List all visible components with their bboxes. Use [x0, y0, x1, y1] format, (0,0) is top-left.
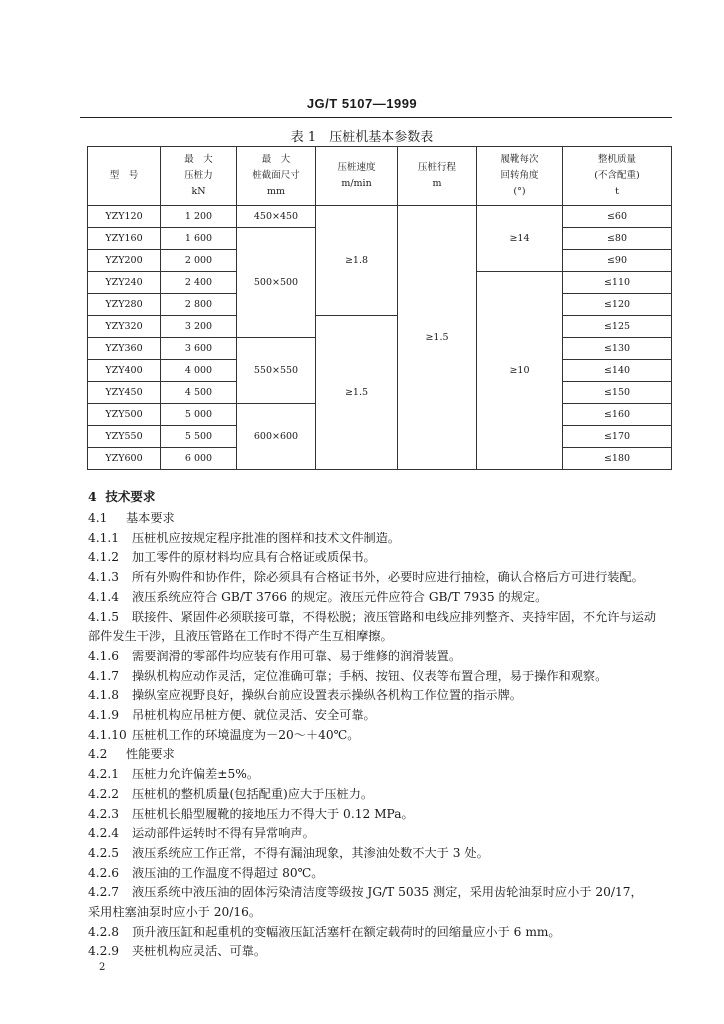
header-line: m/min [341, 178, 372, 189]
clause-text: 运动部件运转时不得有异常响声。 [132, 826, 315, 841]
clause [88, 568, 673, 588]
page-number: 2 [99, 962, 106, 973]
clause-text: 压桩力允许偏差±5%。 [132, 767, 260, 782]
col-header-stroke [398, 147, 477, 206]
header-line: kN [191, 186, 206, 197]
clause [88, 548, 673, 568]
header-line: 压桩速度 [337, 162, 376, 173]
model-cell: YZY200 [88, 250, 161, 272]
header-line: 整机质量 [597, 154, 636, 165]
clause-number: 4.1.10 [88, 727, 127, 742]
clause-continuation [88, 903, 673, 923]
header-line: t [615, 186, 619, 197]
header-line: (°) [513, 186, 526, 197]
clause-number: 4.1.8 [88, 688, 120, 703]
header-line: (不含配重) [594, 170, 640, 181]
header-line: 回转角度 [500, 170, 539, 181]
clause-text: 夹桩机构应灵活、可靠。 [132, 944, 267, 959]
clause-number: 4.1.5 [88, 609, 120, 624]
force-cell: 3 200 [161, 316, 237, 338]
clause-text: 液压系统中液压油的固体污染清洁度等级按 JG/T 5035 测定，采用齿轮油泵时应小于 20/17， [132, 885, 643, 900]
clause-text: 所有外购件和协作件，除必须具有合格证书外，必要时应进行抽检，确认合格后方可进行装配。 [132, 570, 644, 585]
mass-cell: ≤60 [563, 206, 672, 228]
section-heading [88, 487, 155, 505]
force-cell: 2 800 [161, 294, 237, 316]
clause-number: 4.1 [88, 511, 108, 525]
clause [88, 588, 673, 608]
clause-number: 4.2.2 [88, 786, 120, 801]
col-header-max-force [161, 147, 237, 206]
model-cell: YZY400 [88, 360, 161, 382]
header-line: 桩截面尺寸 [252, 170, 300, 181]
table-title: 表 1 压桩机基本参数表 [290, 130, 434, 145]
standard-number: JG/T 5107—1999 [306, 96, 418, 111]
clause [88, 824, 673, 844]
clause-number: 4.2.4 [88, 826, 120, 841]
header-line: mm [266, 186, 286, 197]
force-cell: 4 500 [161, 382, 237, 404]
clause-continuation [88, 627, 673, 647]
section-title: 技术要求 [105, 489, 156, 504]
mass-cell: ≤150 [563, 382, 672, 404]
table-header-row [88, 147, 672, 206]
clause [88, 529, 673, 549]
model-cell: YZY280 [88, 294, 161, 316]
clause-number: 4.1.9 [88, 708, 120, 723]
pile-size-cell: 450×450 [237, 206, 316, 228]
clause-list [88, 509, 673, 962]
clause-number: 4.1.2 [88, 550, 120, 565]
clause-number: 4.2 [88, 747, 108, 762]
header-line: 最 大 [261, 154, 291, 165]
clause-number: 4.2.9 [88, 944, 120, 959]
clause-number: 4.2.7 [88, 885, 120, 900]
clause [88, 864, 673, 884]
clause-text: 压桩机应按规定程序批准的图样和技术文件制造。 [132, 530, 401, 545]
pile-size-cell: 500×500 [237, 228, 316, 338]
clause [88, 942, 673, 962]
speed-cell: ≥1.5 [316, 316, 398, 470]
clause-number: 4.2.3 [88, 806, 120, 821]
col-header-model [88, 147, 161, 206]
col-header-pile-size [237, 147, 316, 206]
force-cell: 6 000 [161, 448, 237, 470]
clause-number: 4.1.6 [88, 648, 120, 663]
col-header-rotation-angle [477, 147, 563, 206]
mass-cell: ≤90 [563, 250, 672, 272]
mass-cell: ≤140 [563, 360, 672, 382]
clause [88, 706, 673, 726]
clause-text: 压桩机长船型履靴的接地压力不得大于 0.12 MPa。 [132, 806, 414, 821]
clause [88, 805, 673, 825]
clause-text: 压桩机的整机质量(包括配重)应大于压桩力。 [132, 786, 374, 801]
clause-text: 加工零件的原材料均应具有合格证或质保书。 [132, 550, 376, 565]
col-header-speed [316, 147, 398, 206]
clause-text: 液压油的工作温度不得超过 80℃。 [132, 865, 324, 880]
force-cell: 5 500 [161, 426, 237, 448]
header-line: 最 大 [184, 154, 213, 165]
header-line: 压桩行程 [417, 162, 456, 173]
clause-text: 吊桩机构应吊桩方便、就位灵活、安全可靠。 [132, 708, 376, 723]
force-cell: 2 000 [161, 250, 237, 272]
clause [88, 726, 673, 746]
mass-cell: ≤120 [563, 294, 672, 316]
clause-number: 4.2.1 [88, 767, 120, 782]
force-cell: 3 600 [161, 338, 237, 360]
mass-cell: ≤125 [563, 316, 672, 338]
model-cell: YZY360 [88, 338, 161, 360]
clause [88, 667, 673, 687]
header-line: 压桩力 [184, 170, 213, 181]
model-cell: YZY240 [88, 272, 161, 294]
mass-cell: ≤170 [563, 426, 672, 448]
mass-cell: ≤80 [563, 228, 672, 250]
force-cell: 1 600 [161, 228, 237, 250]
clause-text: 需要润滑的零部件均应装有作用可靠、易于维修的润滑装置。 [132, 648, 462, 663]
angle-cell: ≥14 [477, 206, 563, 272]
pile-size-cell: 550×550 [237, 338, 316, 404]
force-cell: 2 400 [161, 272, 237, 294]
clause [88, 765, 673, 785]
mass-cell: ≤130 [563, 338, 672, 360]
clause [88, 686, 673, 706]
clause [88, 647, 673, 667]
force-cell: 5 000 [161, 404, 237, 426]
clause-number: 4.2.6 [88, 865, 120, 880]
clause-text: 压桩机工作的环境温度为－20～＋40℃。 [132, 727, 360, 742]
clause-text: 部件发生干涉，且液压管路在工作时不得产生互相摩擦。 [88, 629, 393, 644]
clause-number: 4.2.8 [88, 924, 120, 939]
model-cell: YZY160 [88, 228, 161, 250]
table-row [88, 316, 672, 338]
clause-text: 液压系统应符合 GB/T 3766 的规定。液压元件应符合 GB/T 7935 的规定。 [132, 589, 548, 604]
clause-number: 4.1.3 [88, 570, 120, 585]
table-row [88, 206, 672, 228]
clause-number: 4.2.5 [88, 845, 120, 860]
clause-text: 顶升液压缸和起重机的变幅液压缸活塞杆在额定载荷时的回缩量应小于 6 mm。 [132, 924, 561, 939]
speed-cell: ≥1.8 [316, 206, 398, 316]
header-line: m [432, 178, 442, 189]
clause-text: 联接件、紧固件必须联接可靠，不得松脱；液压管路和电线应排列整齐、夹持牢固，不允许与运动 [132, 609, 657, 624]
model-cell: YZY600 [88, 448, 161, 470]
force-cell: 4 000 [161, 360, 237, 382]
clause-number: 4.1.4 [88, 589, 120, 604]
model-cell: YZY550 [88, 426, 161, 448]
clause-text: 操纵机构应动作灵活，定位准确可靠；手柄、按钮、仪表等布置合理，易于操作和观察。 [132, 668, 608, 683]
section-number: 4 [88, 489, 97, 504]
stroke-cell: ≥1.5 [398, 206, 477, 470]
header-line: 型 号 [109, 170, 139, 181]
clause [88, 785, 673, 805]
angle-cell: ≥10 [477, 272, 563, 470]
mass-cell: ≤110 [563, 272, 672, 294]
clause-number: 4.1.7 [88, 668, 120, 683]
clause [88, 745, 673, 765]
clause-text: 液压系统应工作正常，不得有漏油现象，其渗油处数不大于 3 处。 [132, 845, 489, 860]
header-rule [80, 117, 672, 118]
col-header-mass [563, 147, 672, 206]
clause-text: 采用柱塞油泵时应小于 20/16。 [88, 905, 262, 920]
header-line: 履靴每次 [500, 154, 539, 165]
clause-text: 基本要求 [126, 511, 175, 525]
clause-text: 性能要求 [126, 747, 175, 762]
clause [88, 923, 673, 943]
mass-cell: ≤180 [563, 448, 672, 470]
model-cell: YZY320 [88, 316, 161, 338]
clause [88, 883, 673, 903]
model-cell: YZY450 [88, 382, 161, 404]
clause-number: 4.1.1 [88, 530, 120, 545]
force-cell: 1 200 [161, 206, 237, 228]
clause-text: 操纵室应视野良好，操纵台前应设置表示操纵各机构工作位置的指示牌。 [132, 688, 522, 703]
clause [88, 509, 673, 529]
clause [88, 608, 673, 628]
parameters-table [87, 146, 672, 470]
model-cell: YZY500 [88, 404, 161, 426]
pile-size-cell: 600×600 [237, 404, 316, 470]
model-cell: YZY120 [88, 206, 161, 228]
clause [88, 844, 673, 864]
mass-cell: ≤160 [563, 404, 672, 426]
